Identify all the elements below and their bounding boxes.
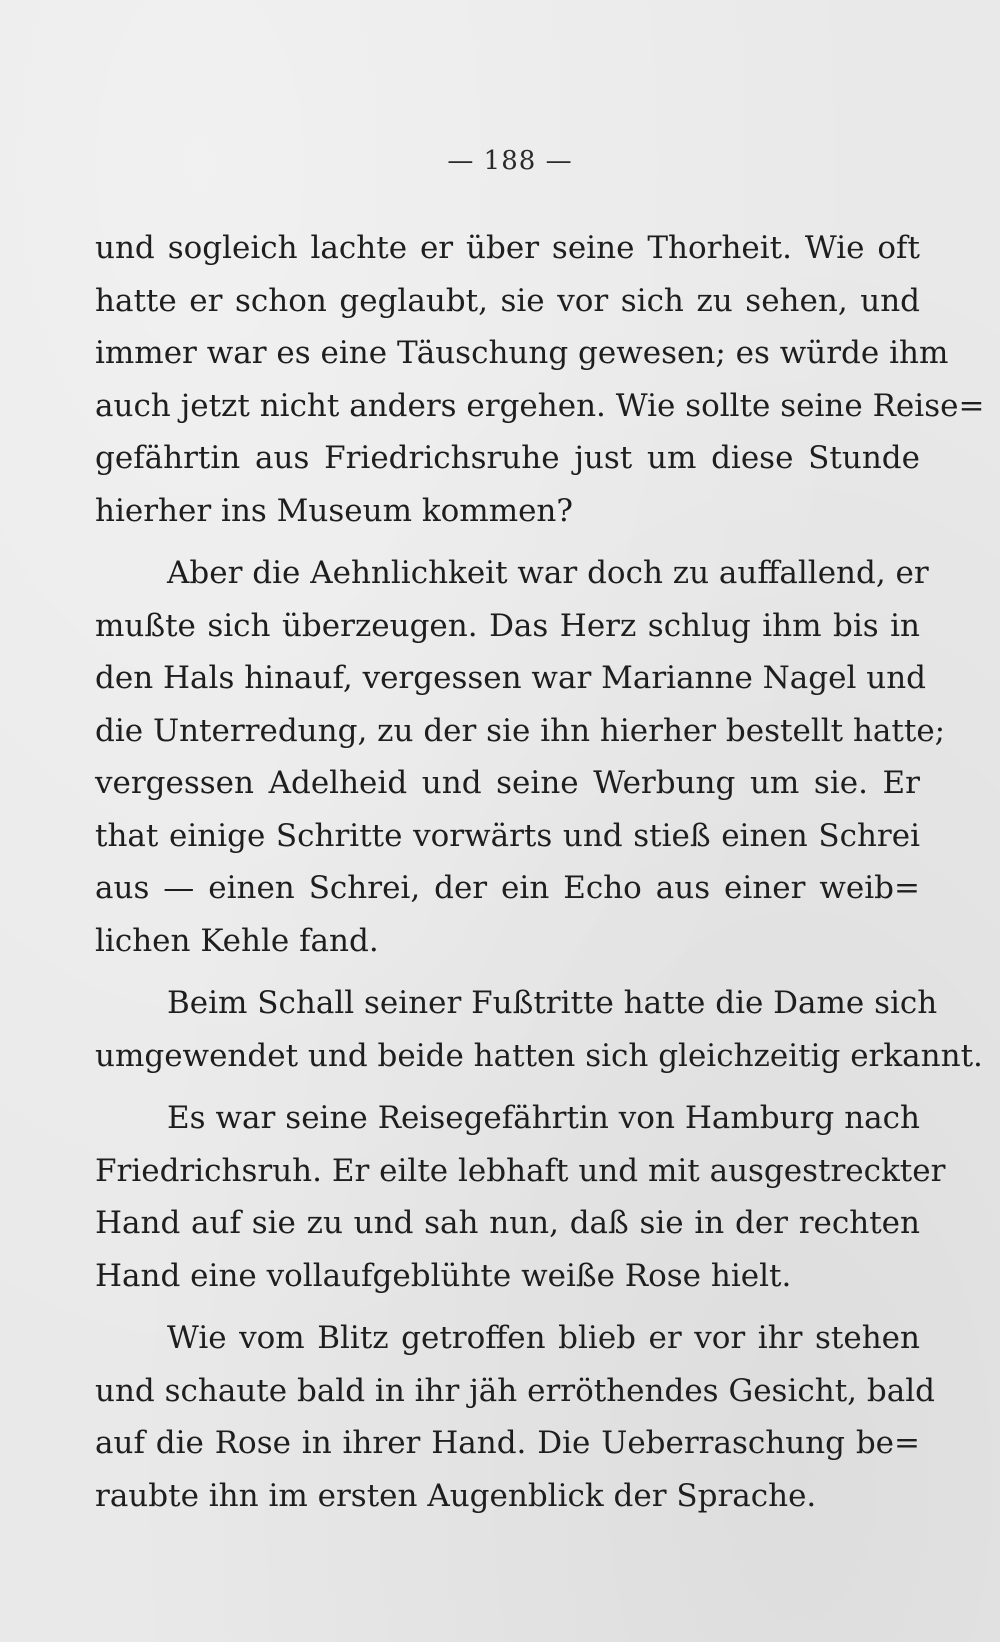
text-line: die Unterredung, zu der sie ihn hierher bestellt hatte; [95,712,946,749]
text-line: umgewendet und beide hatten sich gleichzeitig erkannt. [95,1037,983,1074]
text-line: Es war seine Reisegefährtin von Hamburg nach [167,1100,920,1136]
text-line: auch jetzt nicht anders ergehen. Wie sollte seine Reise= [95,387,985,424]
text-line: immer war es eine Täuschung gewesen; es würde ihm [95,335,949,371]
text-line: lichen Kehle fand. [95,922,379,959]
text-line: mußte sich überzeugen. Das Herz schlug ihm bis in [95,607,920,644]
page-number: — 188 — [447,146,573,176]
paragraph-2 [95,547,946,967]
text-line: raubte ihn im ersten Augenblick der Sprache. [95,1477,817,1514]
text-line: den Hals hinauf, vergessen war Marianne Nagel und [95,660,927,696]
text-line: hierher ins Museum kommen? [95,492,574,529]
paragraph-4 [95,1092,946,1302]
text-line: gefährtin aus Friedrichsruhe just um diese Stunde [95,440,920,476]
text-line: that einige Schritte vorwärts und stieß einen Schrei [95,817,920,854]
text-line: auf die Rose in ihrer Hand. Die Ueberraschung be= [95,1425,920,1461]
paragraph-1 [95,222,985,537]
text-line: Hand auf sie zu und sah nun, daß sie in der rechten [95,1205,920,1241]
text-line: und schaute bald in ihr jäh erröthendes Gesicht, bald [95,1372,935,1409]
text-line: Beim Schall seiner Fußtritte hatte die Dame sich [167,985,938,1021]
text-line: hatte er schon geglaubt, sie vor sich zu sehen, und [95,282,920,319]
text-line: Wie vom Blitz getroffen blieb er vor ihr stehen [167,1320,920,1356]
body-text [95,222,985,1522]
text-line: Friedrichsruh. Er eilte lebhaft und mit ausgestreckter [95,1152,946,1189]
text-line: Hand eine vollaufgeblühte weiße Rose hielt. [95,1257,792,1294]
paragraph-5 [95,1312,935,1522]
text-line: aus — einen Schrei, der ein Echo aus einer weib= [95,870,920,906]
text-line: vergessen Adelheid und seine Werbung um sie. Er [95,765,920,801]
text-line: Aber die Aehnlichkeit war doch zu auffallend, er [167,555,929,591]
paragraph-3 [95,977,983,1082]
text-line: und sogleich lachte er über seine Thorheit. Wie oft [95,230,920,266]
